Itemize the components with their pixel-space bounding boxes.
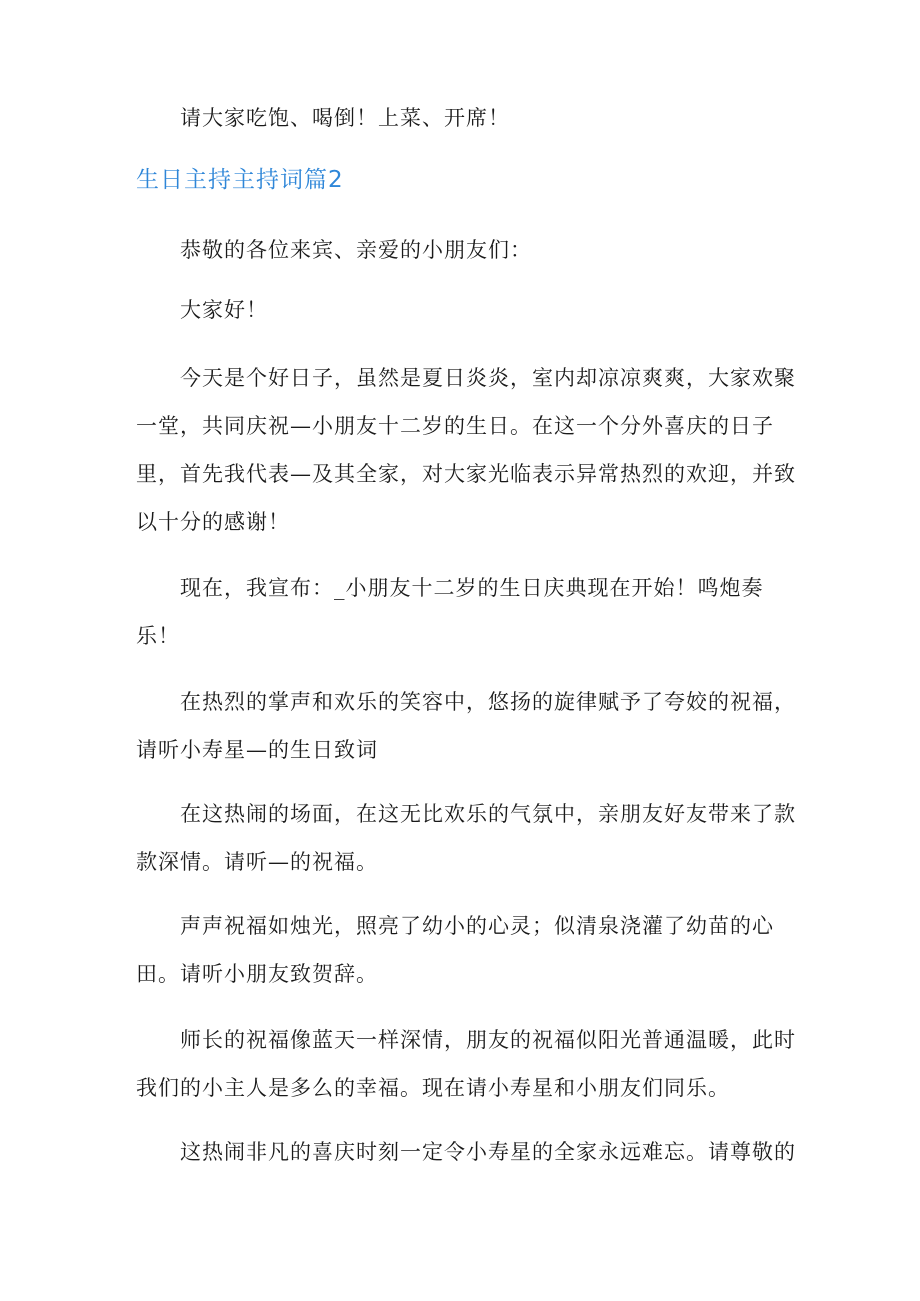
- paragraph-friends-blessing: 在这热闹的场面，在这无比欢乐的气氛中，亲朋友好友带来了款款深情。请听—的祝福。: [136, 802, 796, 874]
- paragraph-teachers-blessing: 师长的祝福像蓝天一样深情，朋友的祝福似阳光普通温暖，此时我们的小主人是多么的幸福。现在请小寿星和小朋友们同乐。: [136, 1028, 796, 1100]
- paragraph-announcement: 现在，我宣布：_小朋友十二岁的生日庆典现在开始！鸣炮奏乐！: [136, 576, 764, 648]
- paragraph-opening: 今天是个好日子，虽然是夏日炎炎，室内却凉凉爽爽，大家欢聚一堂，共同庆祝—小朋友十二岁的生日。在这一个分外喜庆的日子里，首先我代表—及其全家，对大家光临表示异常热烈的欢迎，并致以十分的感谢！: [136, 366, 796, 534]
- paragraph-birthday-speech: 在热烈的掌声和欢乐的笑容中，悠扬的旋律赋予了夸姣的祝福，请听小寿星—的生日致词: [136, 690, 796, 762]
- paragraph-closing: 这热闹非凡的喜庆时刻一定令小寿星的全家永远难忘。请尊敬的: [180, 1140, 796, 1164]
- section-heading: 生日主持主持词篇2: [136, 167, 344, 193]
- lead-paragraph: 请大家吃饱、喝倒！上菜、开席！: [180, 106, 510, 130]
- paragraph-congratulations: 声声祝福如烛光，照亮了幼小的心灵；似清泉浇灌了幼苗的心田。请听小朋友致贺辞。: [136, 914, 774, 986]
- paragraph-greeting: 恭敬的各位来宾、亲爱的小朋友们：: [180, 238, 532, 262]
- paragraph-hello: 大家好！: [180, 298, 268, 322]
